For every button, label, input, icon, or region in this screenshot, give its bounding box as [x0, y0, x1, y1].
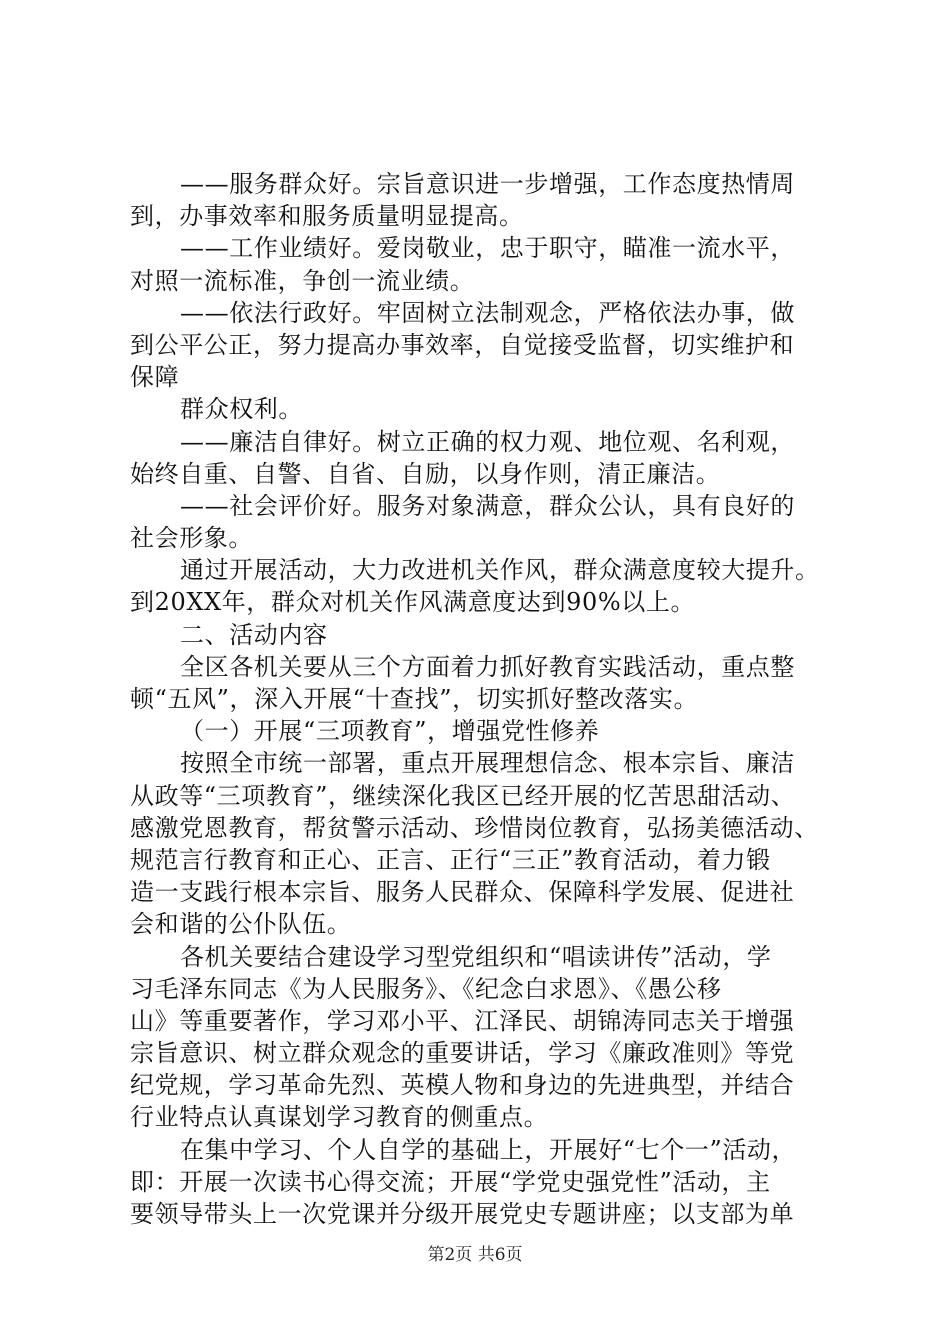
text-line: 规范言行教育和正心、正言、正行“三正”教育活动，着力锻 — [130, 845, 771, 874]
text-line: 造一支践行根本宗旨、服务人民群众、保障科学发展、促进社 — [130, 878, 795, 907]
text-line: ——服务群众好。宗旨意识进一步增强，工作态度热情周 — [180, 170, 795, 198]
page-footer: 第2页 共6页 — [427, 1245, 523, 1265]
text-line: 习毛泽东同志《为人民服务》、《纪念白求恩》、《愚公移 — [130, 974, 722, 1003]
text-line: 顿“五风”，深入开展“十查找”，切实抓好整改落实。 — [130, 685, 699, 713]
text-line: 宗旨意识、树立群众观念的重要讲话，学习《廉政准则》等党 — [130, 1039, 795, 1068]
text-line: 各机关要结合建设学习型党组织和“唱读讲传”活动，学 — [180, 942, 772, 971]
text-line: 山》等重要著作，学习邓小平、江泽民、胡锦涛同志关于增强 — [130, 1006, 795, 1035]
text-line: 会和谐的公仆队伍。 — [130, 910, 352, 939]
text-line: 二、活动内容 — [180, 620, 328, 649]
text-line: 群众权利。 — [180, 395, 303, 424]
text-line: 到20XX年，群众对机关作风满意度达到90%以上。 — [130, 588, 696, 617]
text-line: ——社会评价好。服务对象满意，群众公认，具有良好的 — [180, 491, 795, 520]
text-line: 行业特点认真谋划学习教育的侧重点。 — [130, 1103, 549, 1132]
text-line: ——廉洁自律好。树立正确的权力观、地位观、名利观， — [180, 427, 795, 456]
text-line: ——依法行政好。牢固树立法制观念，严格依法办事，做 — [180, 298, 795, 327]
text-line: 在集中学习、个人自学的基础上，开展好“七个一”活动， — [180, 1135, 797, 1164]
text-line: 保障 — [130, 363, 180, 392]
text-line: 对照一流标准，争创一流业绩。 — [130, 266, 475, 295]
text-line: 始终自重、自警、自省、自励，以身作则，清正廉洁。 — [130, 459, 721, 488]
text-line: 要领导带头上一次党课并分级开展党史专题讲座；以支部为单 — [130, 1200, 795, 1228]
text-line: 纪党规，学习革命先烈、英模人物和身边的先进典型，并结合 — [130, 1071, 795, 1100]
text-line: 全区各机关要从三个方面着力抓好教育实践活动，重点整 — [180, 652, 795, 681]
text-line: 从政等“三项教育”，继续深化我区已经开展的忆苦思甜活动、 — [130, 781, 796, 810]
text-line: （一）开展“三项教育”，增强党性修养 — [180, 717, 600, 746]
document-body — [130, 168, 830, 1230]
text-line: ——工作业绩好。爱岗敬业，忠于职守，瞄准一流水平， — [180, 234, 795, 263]
text-line: 即：开展一次读书心得交流；开展“学党史强党性”活动，主 — [130, 1167, 771, 1196]
text-line: 到，办事效率和服务质量明显提高。 — [130, 202, 524, 231]
text-line: 感激党恩教育，帮贫警示活动、珍惜岗位教育，弘扬美德活动、 — [130, 813, 819, 842]
text-line: 社会形象。 — [130, 524, 253, 553]
text-line: 通过开展活动，大力改进机关作风，群众满意度较大提升。 — [180, 556, 820, 585]
text-line: 到公平公正，努力提高办事效率，自觉接受监督，切实维护和 — [130, 330, 795, 359]
text-line: 按照全市统一部署，重点开展理想信念、根本宗旨、廉洁 — [180, 749, 795, 778]
